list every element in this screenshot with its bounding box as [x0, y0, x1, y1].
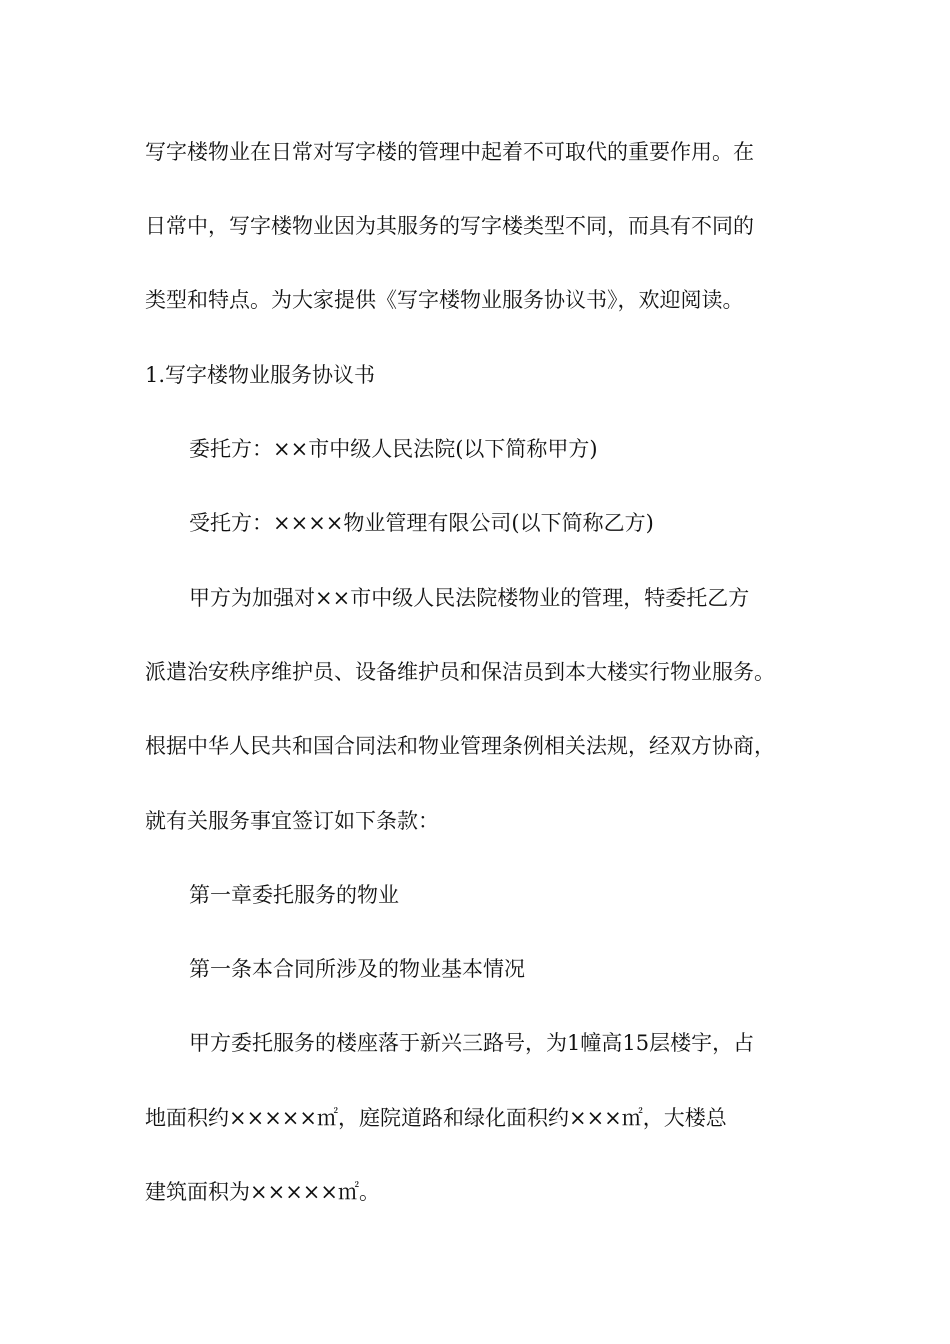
paragraph-property-line-2: 地面积约×××××㎡，庭院道路和绿化面积约×××㎡，大楼总: [145, 1106, 727, 1130]
chapter-heading: 第一章委托服务的物业: [189, 883, 399, 907]
paragraph-purpose-line-1: 甲方为加强对××市中级人民法院楼物业的管理，特委托乙方: [189, 586, 750, 610]
paragraph-property-line-1: 甲方委托服务的楼座落于新兴三路号，为1幢高15层楼宇，占: [189, 1031, 755, 1055]
article-heading: 第一条本合同所涉及的物业基本情况: [189, 957, 525, 981]
paragraph-purpose-line-4: 就有关服务事宜签订如下条款：: [145, 809, 439, 833]
section-heading: 1.写字楼物业服务协议书: [145, 363, 376, 387]
paragraph-purpose-line-2: 派遣治安秩序维护员、设备维护员和保洁员到本大楼实行物业服务。: [145, 660, 775, 684]
paragraph-intro-line-2: 日常中，写字楼物业因为其服务的写字楼类型不同，而具有不同的: [145, 214, 754, 238]
paragraph-intro-line-3: 类型和特点。为大家提供《写字楼物业服务协议书》，欢迎阅读。: [145, 288, 744, 312]
paragraph-property-line-3: 建筑面积为×××××㎡。: [145, 1180, 380, 1204]
paragraph-purpose-line-3: 根据中华人民共和国合同法和物业管理条例相关法规，经双方协商，: [145, 734, 775, 758]
paragraph-intro-line-1: 写字楼物业在日常对写字楼的管理中起着不可取代的重要作用。在: [145, 140, 754, 164]
party-b-line: 受托方：××××物业管理有限公司(以下简称乙方): [189, 511, 654, 535]
party-a-line: 委托方：××市中级人民法院(以下简称甲方): [189, 437, 598, 461]
